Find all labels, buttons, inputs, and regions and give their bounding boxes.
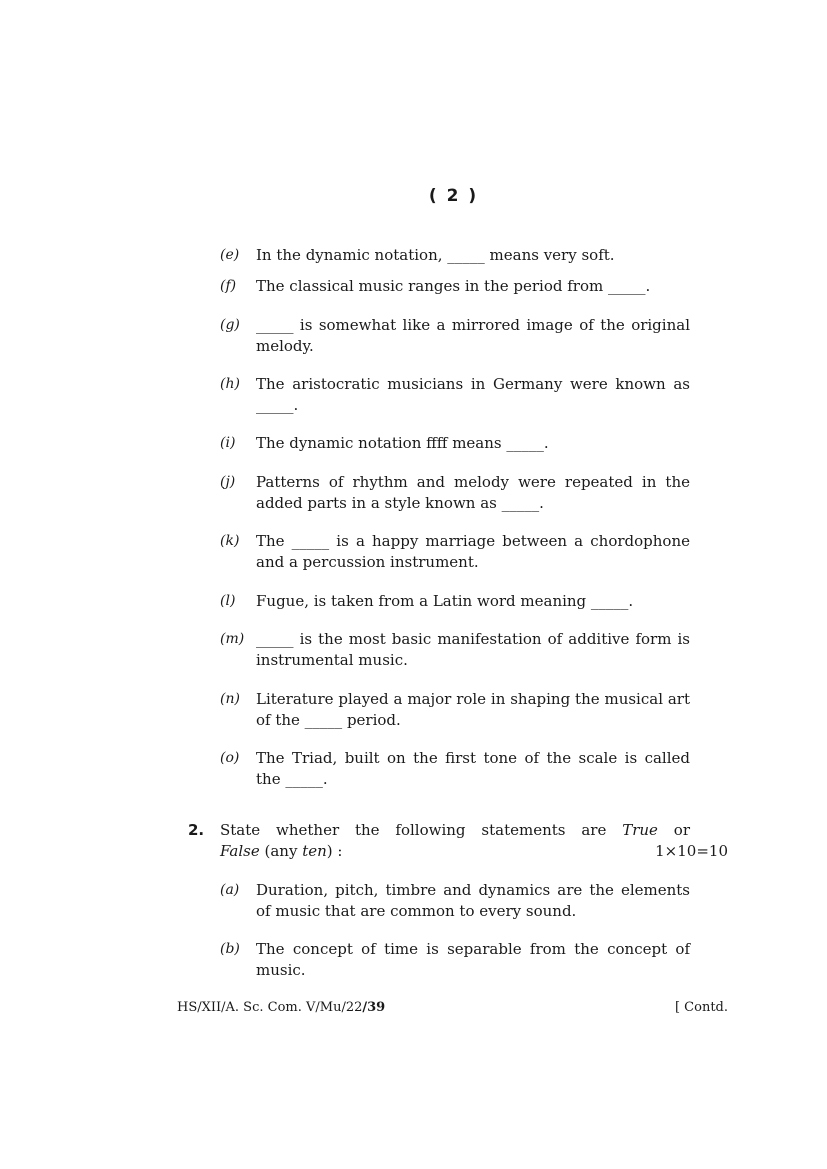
question-item-l — [220, 591, 690, 612]
question-item-h — [220, 374, 690, 416]
question-item-g — [220, 315, 690, 357]
question-2 — [188, 820, 728, 862]
item-text: The aristocratic musicians in Germany were known as _____. — [256, 375, 690, 414]
item-label: (o) — [220, 750, 240, 766]
statement-line-2 — [220, 841, 728, 862]
item-text: Duration, pitch, timbre and dynamics are the elements of music that are common to every sound. — [256, 881, 690, 920]
item-text: The Triad, built on the first tone of the scale is called the _____. — [256, 749, 690, 788]
question-statement — [220, 820, 690, 841]
footer — [177, 1000, 728, 1015]
item-label: (l) — [220, 593, 236, 609]
question-item-f — [220, 276, 690, 297]
question-item-e — [220, 245, 690, 266]
any-prefix: (any — [264, 842, 298, 860]
question-item-m — [220, 629, 690, 671]
item-label: (i) — [220, 435, 236, 451]
true-word: True — [622, 821, 658, 839]
item-label: (a) — [220, 882, 240, 898]
item-text: The _____ is a happy marriage between a chordophone and a percussion instrument. — [256, 532, 690, 571]
item-label: (k) — [220, 533, 240, 549]
question-item-k — [220, 531, 690, 573]
item-label: (n) — [220, 691, 240, 707]
question-number: 2. — [188, 821, 205, 839]
question-item-i — [220, 433, 690, 454]
item-text: In the dynamic notation, _____ means very soft. — [256, 246, 615, 264]
item-label: (g) — [220, 317, 240, 333]
item-label: (f) — [220, 278, 237, 294]
paper-code: HS/XII/A. Sc. Com. V/Mu/22/39 — [177, 1000, 386, 1015]
item-label: (b) — [220, 941, 240, 957]
question-2-item-a — [220, 880, 690, 922]
page-number: ( 2 ) — [428, 186, 479, 206]
any-word: ten — [302, 842, 327, 860]
item-text: _____ is somewhat like a mirrored image of the original melody. — [256, 316, 690, 355]
item-text: The dynamic notation ffff means _____. — [256, 434, 549, 452]
item-label: (j) — [220, 474, 236, 490]
statement-text: State whether the following statements are — [220, 821, 607, 839]
item-text: _____ is the most basic manifestation of additive form is instrumental music. — [256, 630, 690, 669]
item-label: (m) — [220, 631, 245, 647]
item-text: Patterns of rhythm and melody were repeated in the added parts in a style known as _____. — [256, 473, 690, 512]
or-word: or — [673, 821, 690, 839]
question-2-item-b — [220, 939, 690, 981]
item-text: Literature played a major role in shaping the musical art of the _____ period. — [256, 690, 690, 729]
item-text: Fugue, is taken from a Latin word meaning _____. — [256, 592, 634, 610]
question-item-n — [220, 689, 690, 731]
question-item-j — [220, 472, 690, 514]
continued-label: [ Contd. — [674, 1000, 728, 1015]
item-text: The concept of time is separable from the concept of music. — [256, 940, 690, 979]
marks: 1×10=10 — [655, 842, 728, 860]
item-label: (e) — [220, 247, 240, 263]
item-label: (h) — [220, 376, 240, 392]
question-item-o — [220, 748, 690, 790]
any-suffix: ) : — [326, 842, 343, 860]
false-word: False — [220, 842, 260, 860]
item-text: The classical music ranges in the period from _____. — [256, 277, 651, 295]
